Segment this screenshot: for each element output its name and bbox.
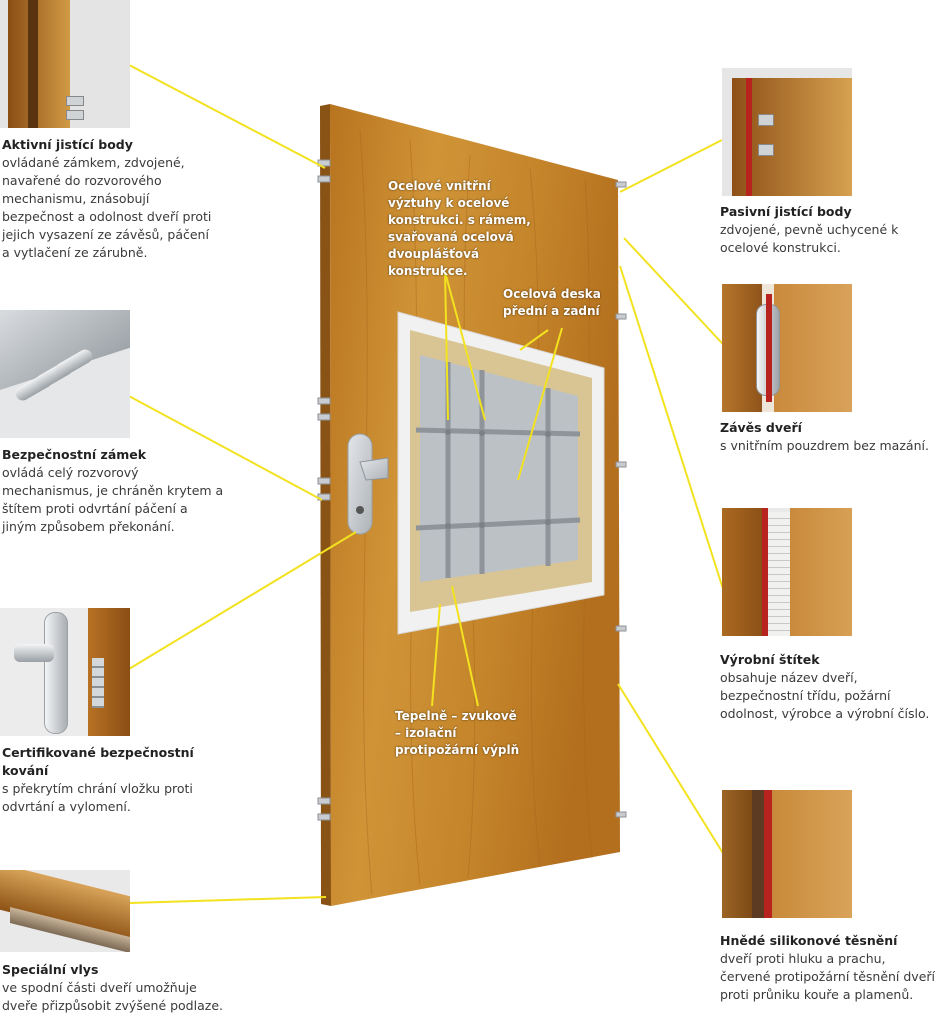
caption-text: ve spodní části dveří umožňuje dveře přizpůsobit zvýšené podlaze.: [2, 980, 223, 1013]
thumb-active-bolts: [0, 0, 130, 128]
thumb-production-label: [722, 508, 852, 636]
caption-silicone-seal: [720, 932, 938, 1004]
caption-text: s vnitřním pouzdrem bez mazání.: [720, 438, 929, 453]
caption-title: Speciální vlys: [2, 962, 99, 977]
caption-passive-bolts: [720, 203, 935, 257]
caption-text: obsahuje název dveří, bezpečnostní třídu, požární odolnost, výrobce a výrobní číslo.: [720, 670, 930, 721]
caption-title: Výrobní štítek: [720, 652, 820, 667]
caption-security-hardware: [2, 744, 234, 816]
thumb-door-hinge: [722, 284, 852, 412]
caption-title: Hnědé silikonové těsnění: [720, 933, 898, 948]
label-insulation-fill: Tepelně – zvukově – izolační protipožární výplň: [395, 709, 520, 757]
caption-title: Certifikované bezpečnostní kování: [2, 745, 194, 778]
door-edge: [320, 104, 331, 906]
caption-title: Pasivní jistící body: [720, 204, 852, 219]
caption-text: ovládá celý rozvorový mechanismus, je chráněn krytem a štítem proti odvrtání páčení a jiným způsobem překonání.: [2, 465, 224, 534]
caption-title: Bezpečnostní zámek: [2, 447, 147, 462]
caption-text: zdvojené, pevně uchycené k ocelové konstrukci.: [720, 222, 899, 255]
thumb-silicone-seal: [722, 790, 852, 918]
caption-active-bolts: [2, 136, 212, 262]
caption-production-label: [720, 651, 938, 723]
thumb-security-lock: [0, 310, 130, 438]
label-steel-reinforcement: Ocelové vnitřní výztuhy k ocelové konstrukci. s rámem, svařovaná ocelová dvouplášťová konstrukce.: [388, 179, 531, 278]
caption-door-hinge: [720, 419, 938, 455]
caption-security-lock: [2, 446, 224, 536]
thumb-special-frieze: [0, 870, 130, 952]
caption-text: ovládané zámkem, zdvojené, navařené do rozvorového mechanismu, znásobují bezpečnost a odolnost dveří proti jejich vysazení ze závěsů, páčení a vytlačení ze zárubně.: [2, 155, 212, 260]
thumb-passive-bolts: [722, 68, 852, 196]
thumb-security-hardware: [0, 608, 130, 736]
door-handle-plate: [348, 434, 372, 534]
caption-text: s překrytím chrání vložku proti odvrtání a vylomení.: [2, 781, 193, 814]
caption-text: dveří proti hluku a prachu, červené protipožární těsnění dveří proti průniku kouře a plamenů.: [720, 951, 936, 1002]
caption-title: Aktivní jistící body: [2, 137, 133, 152]
label-steel-plate: Ocelová deska přední a zadní: [503, 287, 601, 318]
caption-special-frieze: [2, 961, 226, 1015]
caption-title: Závěs dveří: [720, 420, 802, 435]
